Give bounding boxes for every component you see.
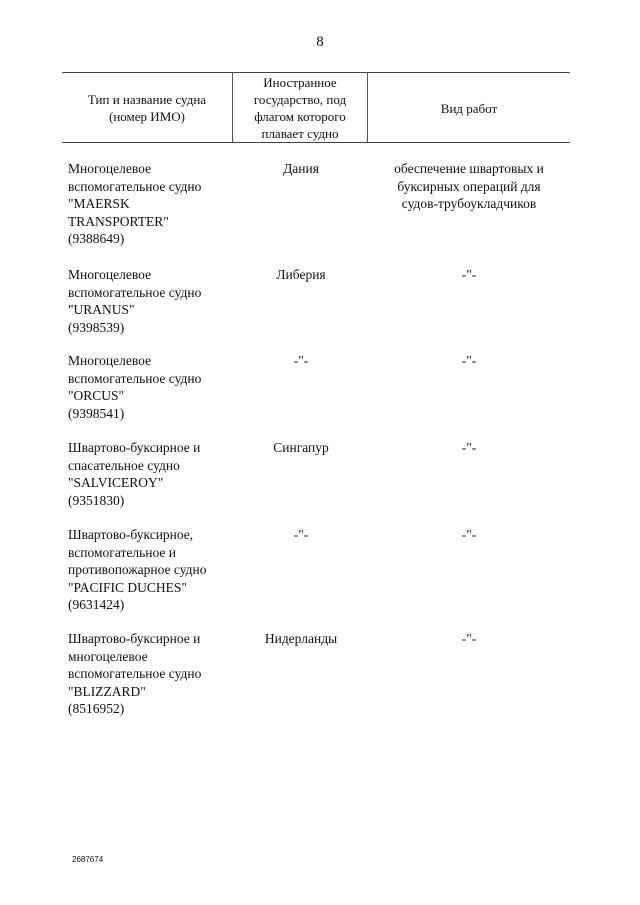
vessel-cell: Многоцелевое вспомогательное судно "ORCUS" (9398541) [68, 353, 202, 421]
vessel-cell: Швартово-буксирное и многоцелевое вспомогательное судно "BLIZZARD" (8516952) [68, 631, 202, 716]
vessel-cell: Швартово-буксирное и спасательное судно "SALVICEROY" (9351830) [68, 440, 201, 508]
vessel-cell: Швартово-буксирное, вспомогательное и противопожарное судно "PACIFIC DUCHES" (9631424) [68, 527, 207, 612]
table-header-bottom-rule [62, 142, 570, 143]
header-vessel-text: Тип и название судна (номер ИМО) [87, 92, 207, 124]
header-flag [233, 74, 367, 142]
table-top-rule [62, 72, 570, 73]
header-flag-text: Иностранное государство, под флагом которого плавает судно [253, 75, 347, 141]
work-cell: -"- [461, 631, 477, 646]
vessel-cell: Многоцелевое вспомогательное судно "MAERSK TRANSPORTER" (9388649) [68, 161, 202, 246]
page-number: 8 [316, 34, 324, 50]
work-cell: -"- [461, 353, 477, 368]
header-work-text: Вид работ [440, 101, 498, 116]
flag-cell: -"- [293, 353, 309, 368]
flag-cell: Дания [283, 161, 319, 176]
flag-cell: Либерия [276, 267, 326, 282]
work-cell: -"- [461, 527, 477, 542]
document-id: 2687674 [72, 855, 104, 864]
header-work [368, 100, 570, 117]
work-cell: -"- [461, 440, 477, 455]
flag-cell: Нидерланды [264, 631, 338, 646]
flag-cell: -"- [293, 527, 309, 542]
header-vessel [62, 91, 232, 125]
vessel-cell: Многоцелевое вспомогательное судно "URANUS" (9398539) [68, 267, 202, 335]
work-cell: -"- [461, 267, 477, 282]
flag-cell: Сингапур [273, 440, 329, 455]
work-cell: обеспечение швартовых и буксирных операций для судов-трубоукладчиков [394, 161, 544, 211]
